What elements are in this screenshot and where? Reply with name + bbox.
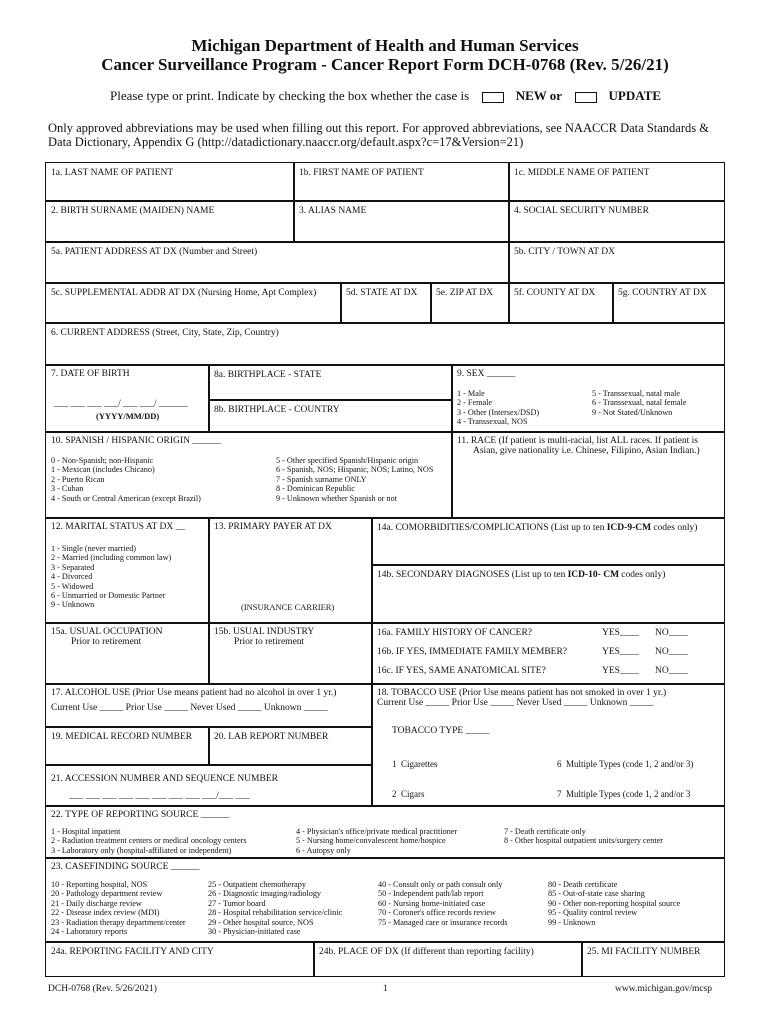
hispanic-options-left [51,456,201,503]
ssn-label: 4. SOCIAL SECURITY NUMBER [514,206,649,216]
hispanic-option: 3 - Cuban [51,484,84,494]
tobacco-option: 2 Cigars [392,789,425,799]
marital-option: 2 - Married (including common law) [51,553,172,563]
tobacco-use-field[interactable] [371,683,725,807]
family-member-no[interactable]: NO____ [655,647,688,657]
patient-address-field[interactable] [45,241,510,284]
reporting-source-option: 2 - Radiation treatment centers or medical oncology centers [51,836,247,846]
date-of-birth-label: 7. DATE OF BIRTH [51,369,130,379]
family-history-no[interactable]: NO____ [655,628,688,638]
hispanic-option: 2 - Puerto Rican [51,474,105,484]
casefinding-option: 26 - Diagnostic imaging/radiology [208,889,322,899]
tobacco-option: 7 Multiple Types (code 1, 2 and/or 3 [557,789,691,799]
tobacco-use-label: 18. TOBACCO USE (Prior Use means patient has not smoked in over 1 yr.) [377,688,667,698]
hispanic-option: 4 - South or Central American (except Brazil) [51,493,201,503]
family-member-label: 16b. IF YES, IMMEDIATE FAMILY MEMBER? [377,647,568,657]
marital-option: 1 - Single (never married) [51,544,137,553]
new-label: NEW or [515,88,563,103]
last-name-field[interactable] [45,162,295,202]
form-title: Cancer Surveillance Program - Cancer Report Form DCH-0768 (Rev. 5/26/21) [101,55,669,74]
reporting-source-option: 7 - Death certificate only [504,827,586,836]
same-site-label: 16c. IF YES, SAME ANATOMICAL SITE? [377,666,546,676]
supplemental-address-label: 5c. SUPPLEMENTAL ADDR AT DX (Nursing Home, Apt Complex) [51,288,317,298]
ssn-field[interactable] [508,200,725,243]
reporting-source-option: 5 - Nursing home/convalescent home/hospice [296,836,446,846]
state-label: 5d. STATE AT DX [346,288,418,298]
birth-surname-label: 2. BIRTH SURNAME (MAIDEN) NAME [51,206,215,216]
casefinding-option: 50 - Independent path/lab report [378,889,484,899]
casefinding-option: 10 - Reporting hospital, NOS [51,880,148,889]
update-checkbox[interactable] [575,92,597,103]
reporting-source-option: 4 - Physician's office/private medical practitioner [296,827,458,836]
hispanic-option: 9 - Unknown whether Spanish or not [276,493,397,503]
birthplace-state-field[interactable] [208,364,453,401]
zip-field[interactable] [430,282,510,324]
sex-option: 6 - Transsexual, natal female [592,398,687,408]
casefinding-option: 27 - Tumor board [208,898,266,908]
casefinding-options-2 [208,880,342,936]
alcohol-use-field[interactable] [45,683,373,728]
birthplace-country-label: 8b. BIRTHPLACE - COUNTRY [214,405,340,415]
county-field[interactable] [508,282,614,324]
sex-option: 3 - Other (Intersex/DSD) [457,407,540,417]
first-name-field[interactable] [293,162,510,202]
last-name-label: 1a. LAST NAME OF PATIENT [51,168,174,178]
marital-option: 9 - Unknown [51,600,95,610]
casefinding-option: 70 - Coroner's office records review [378,908,496,918]
casefinding-source-field[interactable] [45,857,725,943]
marital-options [51,544,171,610]
country-label: 5g. COUNTRY AT DX [618,288,707,298]
casefinding-option: 29 - Other hospital source, NOS [208,917,314,927]
marital-status-label: 12. MARITAL STATUS AT DX __ [51,522,186,532]
secondary-diagnoses-label: 14b. SECONDARY DIAGNOSES (List up to ten [377,570,566,580]
icd9-code-label: ICD-9-CM [606,523,652,533]
reporting-source-option: 1 - Hospital inpatient [51,827,121,836]
secondary-diagnoses-label-end: codes only) [621,570,666,580]
reporting-source-field[interactable] [45,805,725,859]
casefinding-options-3 [378,880,508,927]
hispanic-option: 0 - Non-Spanish; non-Hispanic [51,456,154,465]
casefinding-option: 30 - Physician-initiated case [208,927,301,937]
birthplace-country-field[interactable] [208,399,453,433]
city-town-field[interactable] [508,241,725,284]
new-checkbox[interactable] [482,92,504,103]
hispanic-option: 1 - Mexican (includes Chicano) [51,465,155,475]
tobacco-type-label: TOBACCO TYPE _____ [392,726,490,736]
current-address-label: 6. CURRENT ADDRESS (Street, City, State, Zip, Country) [51,328,279,338]
hispanic-option: 5 - Other specified Spanish/Hispanic origin [276,456,419,465]
middle-name-field[interactable] [508,162,725,202]
accession-number-label: 21. ACCESSION NUMBER AND SEQUENCE NUMBER [51,774,278,784]
patient-address-label: 5a. PATIENT ADDRESS AT DX (Number and Street) [51,247,258,257]
casefinding-option: 40 - Consult only or path consult only [378,880,503,889]
occupation-sublabel: Prior to retirement [71,637,142,647]
occupation-label: 15a. USUAL OCCUPATION [51,627,163,637]
marital-option: 3 - Separated [51,562,95,572]
abbreviation-note: Only approved abbreviations may be used when filling out this report. For approved abbreviations, see NAACCR Data Standards & Data Dictionary, Appendix G (http://datadictionary.naaccr.org/default.aspx?c=17&Version=21) [48,121,709,149]
accession-number-field[interactable] [45,764,373,807]
comorbidities-label-end: codes only) [653,523,698,533]
reporting-facility-field[interactable] [45,941,315,977]
zip-label: 5e. ZIP AT DX [436,288,493,298]
tobacco-type-options-right [557,739,693,807]
casefinding-option: 24 - Laboratory reports [51,927,128,937]
marital-status-field[interactable] [45,517,210,624]
agency-title: Michigan Department of Health and Human Services [191,36,579,55]
tobacco-option: 6 Multiple Types (code 1, 2 and/or 3) [557,759,694,769]
same-site-no[interactable]: NO____ [655,666,688,676]
casefinding-option: 85 - Out-of-state case sharing [548,889,645,899]
casefinding-option: 23 - Radiation therapy department/center [51,917,186,927]
hispanic-origin-field[interactable] [45,431,453,519]
sex-option: 9 - Not Stated/Unknown [592,407,673,417]
reporting-source-option: 8 - Other hospital outpatient units/surgery center [504,836,664,846]
primary-payer-field[interactable] [208,517,373,624]
casefinding-option: 90 - Other non-reporting hospital source [548,898,681,908]
form-revision: DCH-0768 (Rev. 5/26/2021) [48,984,157,994]
sex-field[interactable] [451,364,725,433]
casefinding-options-4 [548,880,680,927]
reporting-source-label: 22. TYPE OF REPORTING SOURCE ______ [51,810,230,820]
medical-record-number-field[interactable] [45,726,210,766]
birth-surname-field[interactable] [45,200,295,243]
sex-label: 9. SEX ______ [457,369,516,379]
casefinding-option: 60 - Nursing home-initiated case [378,898,486,908]
race-label: 11. RACE (If patient is multi-racial, list ALL races. If patient is [457,436,698,446]
hispanic-option: 8 - Dominican Republic [276,484,355,494]
sex-option: 2 - Female [457,398,493,408]
reporting-source-options-1 [51,827,247,855]
case-type-instruction [110,88,661,104]
lab-report-number-label: 20. LAB REPORT NUMBER [214,732,329,742]
casefinding-option: 80 - Death certificate [548,880,618,889]
secondary-diagnoses-field[interactable] [371,564,725,624]
alcohol-use-label: 17. ALCOHOL USE (Prior Use means patient had no alcohol in over 1 yr.) [51,688,337,698]
county-label: 5f. COUNTY AT DX [514,288,596,298]
place-of-dx-label: 24b. PLACE OF DX (If different than reporting facility) [319,947,534,957]
current-address-field[interactable] [45,322,725,366]
tobacco-option: 1 Cigarettes [392,759,438,769]
insurance-carrier-label: (INSURANCE CARRIER) [241,602,335,612]
casefinding-option: 20 - Pathology department review [51,889,163,899]
occupation-field[interactable] [45,622,210,685]
race-field[interactable] [451,431,725,519]
family-member-yes[interactable]: YES____ [602,647,639,657]
date-format-label: (YYYY/MM/DD) [96,411,160,421]
industry-field[interactable] [208,622,373,685]
page-number: 1 [383,984,388,994]
website-link[interactable]: www.michigan.gov/mcsp [615,984,713,994]
state-field[interactable] [340,282,432,324]
comorbidities-field[interactable] [371,517,725,566]
family-history-yes[interactable]: YES____ [602,628,639,638]
casefinding-option: 95 - Quality control review [548,908,638,918]
alias-name-field[interactable] [293,200,510,243]
comorbidities-label: 14a. COMORBIDITIES/COMPLICATIONS (List up to ten [377,523,605,533]
casefinding-option: 25 - Outpatient chemotherapy [208,880,306,889]
place-of-dx-field[interactable] [313,941,583,977]
casefinding-option: 99 - Unknown [548,917,596,927]
city-town-label: 5b. CITY / TOWN AT DX [514,247,615,257]
family-history-label: 16a. FAMILY HISTORY OF CANCER? [377,628,533,638]
reporting-source-options-2 [296,827,457,855]
date-of-birth-blank: ___ ___ ___ ___/ ___ ___/ ______ [54,399,188,409]
medical-record-number-label: 19. MEDICAL RECORD NUMBER [51,732,193,742]
country-field[interactable] [612,282,725,324]
marital-option: 4 - Divorced [51,572,93,582]
mi-facility-number-field[interactable] [581,941,725,977]
mi-facility-number-label: 25. MI FACILITY NUMBER [587,947,701,957]
sex-option: 1 - Male [457,389,485,398]
first-name-label: 1b. FIRST NAME OF PATIENT [299,168,424,178]
icd10-code-label: ICD-10- CM [567,570,620,580]
primary-payer-label: 13. PRIMARY PAYER AT DX [214,522,332,532]
middle-name-label: 1c. MIDDLE NAME OF PATIENT [514,168,650,178]
hispanic-option: 6 - Spanish, NOS; Hispanic, NOS; Latino, NOS [276,465,434,475]
birthplace-state-label: 8a. BIRTHPLACE - STATE [214,370,322,380]
marital-option: 5 - Widowed [51,581,94,591]
hispanic-options-right [276,456,433,503]
tobacco-type-options-left [392,739,529,807]
race-label-continued: Asian, give nationality i.e. Chinese, Filipino, Asian Indian.) [473,446,700,456]
supplemental-address-field[interactable] [45,282,342,324]
lab-report-number-field[interactable] [208,726,373,766]
casefinding-option: 22 - Disease index review (MDI) [51,908,160,918]
casefinding-option: 75 - Managed care or insurance records [378,917,508,927]
update-label: UPDATE [608,88,662,103]
instruction-text: Please type or print. Indicate by checking the box whether the case is [110,88,470,103]
alcohol-use-options: Current Use _____ Prior Use _____ Never Used _____ Unknown _____ [51,703,328,713]
reporting-source-option: 3 - Laboratory only (hospital-affiliated or independent) [51,845,232,855]
hispanic-option: 7 - Spanish surname ONLY [276,474,367,484]
reporting-source-options-3 [504,827,663,846]
accession-number-blank: ___ ___ ___ ___ ___ ___ ___ ___ ___/___ ___ [69,791,250,801]
casefinding-option: 28 - Hospital rehabilitation service/clinic [208,908,343,918]
family-history-field[interactable] [371,622,725,685]
sex-option: 4 - Transsexual, NOS [457,417,528,427]
industry-sublabel: Prior to retirement [234,637,305,647]
date-of-birth-field[interactable] [45,364,210,433]
hispanic-origin-label: 10. SPANISH / HISPANIC ORIGIN ______ [51,436,221,446]
reporting-facility-label: 24a. REPORTING FACILITY AND CITY [51,947,214,957]
reporting-source-option: 6 - Autopsy only [296,845,351,855]
casefinding-source-label: 23. CASEFINDING SOURCE ______ [51,862,200,872]
sex-option: 5 - Transsexual, natal male [592,389,680,398]
sex-options-right [592,389,686,417]
sex-options-left [457,389,539,427]
marital-option: 6 - Unmarried or Domestic Partner [51,591,166,601]
alias-name-label: 3. ALIAS NAME [299,206,367,216]
casefinding-options-1 [51,880,186,936]
casefinding-option: 21 - Daily discharge review [51,898,142,908]
same-site-yes[interactable]: YES____ [602,666,639,676]
tobacco-use-options: Current Use _____ Prior Use _____ Never Used _____ Unknown _____ [377,698,654,708]
industry-label: 15b. USUAL INDUSTRY [214,627,315,637]
